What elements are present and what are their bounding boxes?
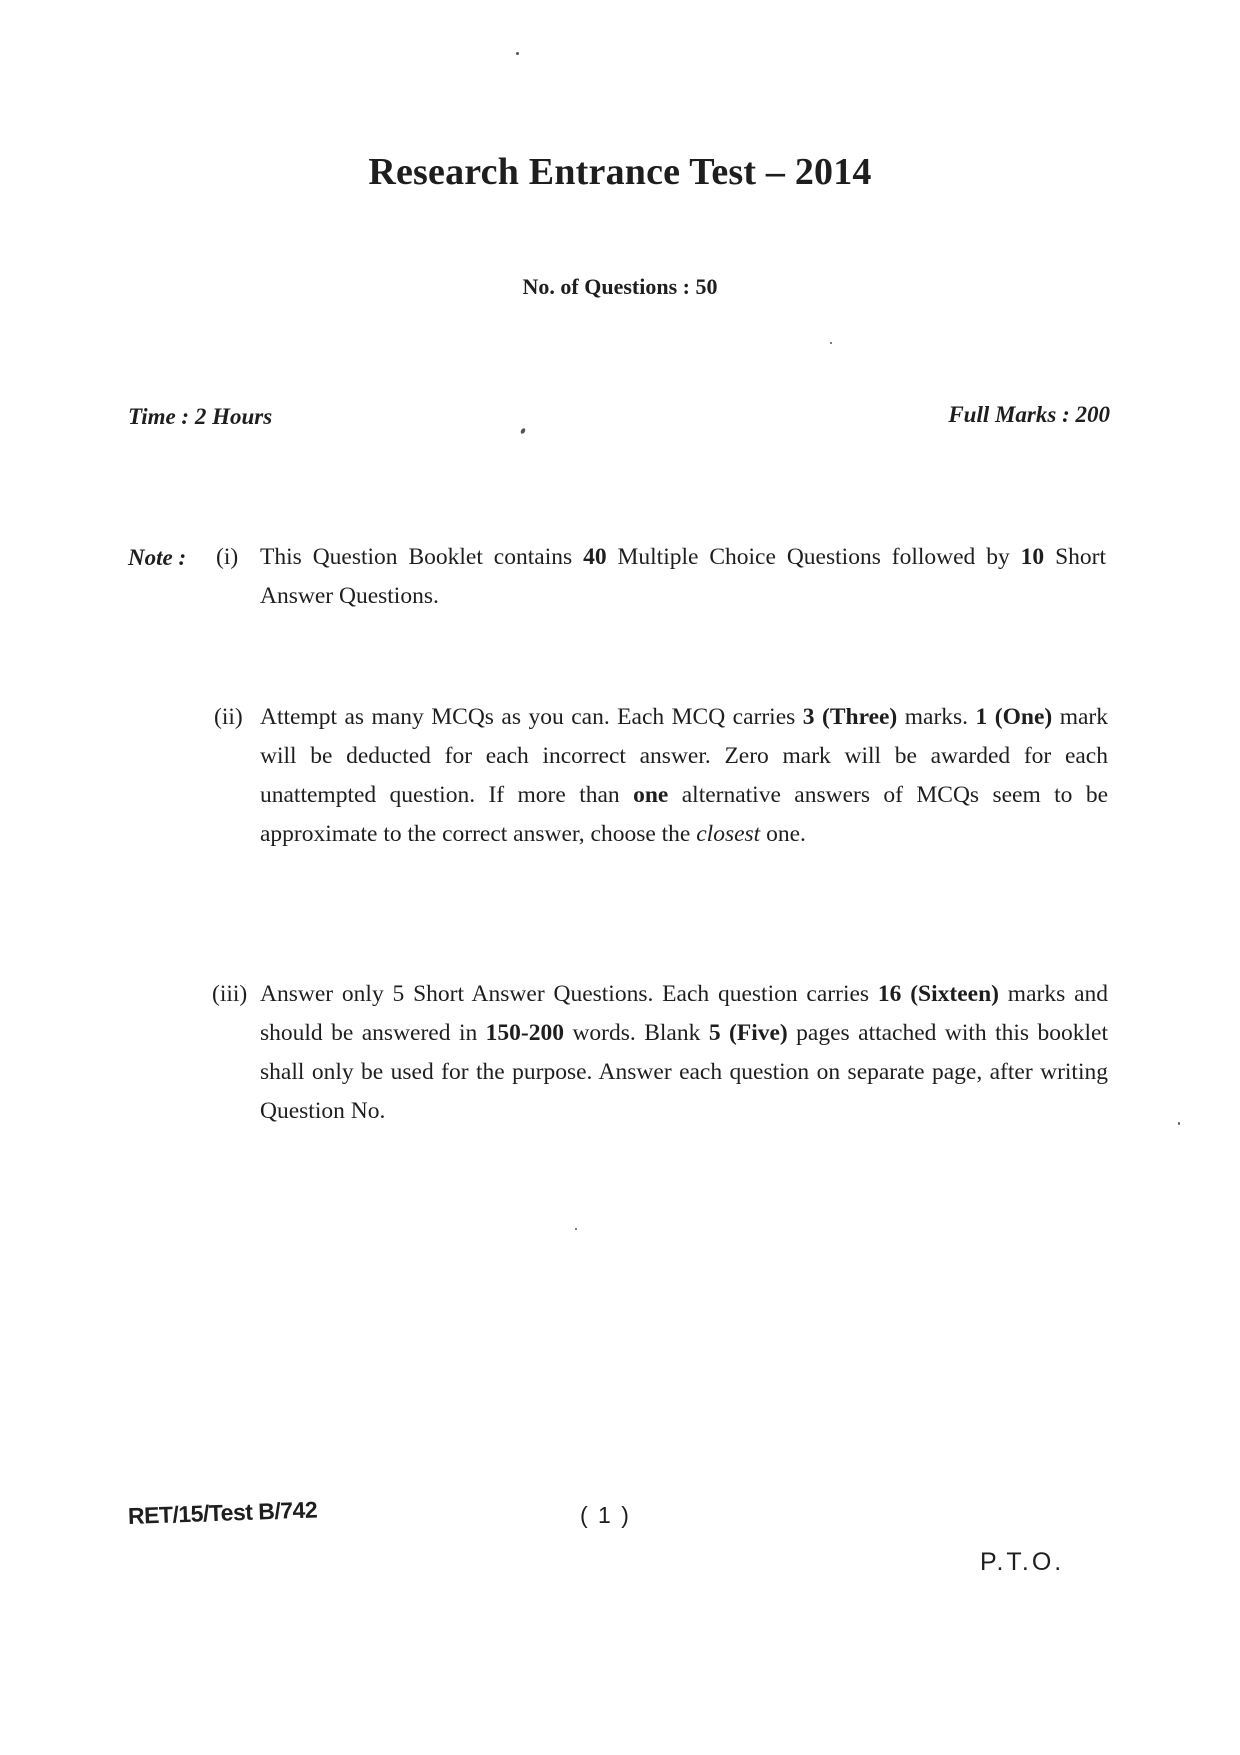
note-item-marker: (ii)	[214, 704, 243, 730]
note-text-run: pages attached with this booklet shall only be used for the purpose. Answer each question on separate page, after writing Question No.	[260, 1020, 1108, 1124]
note-item-marker: (iii)	[212, 981, 248, 1007]
please-turn-over: P.T.O.	[980, 1548, 1065, 1576]
note-text-run: marks and should be answered in	[260, 981, 1108, 1046]
page-number: ( 1 )	[580, 1502, 631, 1528]
note-item-i	[216, 538, 1116, 638]
scan-speck	[575, 1228, 577, 1230]
note-text-run: marks.	[897, 704, 976, 730]
scan-speck	[520, 427, 526, 434]
note-text-run: Answer only 5 Short Answer Questions. Each question carries	[260, 981, 878, 1007]
scan-speck	[516, 52, 519, 55]
note-text-run: words. Blank	[564, 1020, 709, 1046]
note-text-run: 16 (Sixteen)	[877, 981, 999, 1007]
note-text-run: Multiple Choice Questions followed by	[606, 544, 1021, 570]
note-text-run: one	[633, 782, 669, 808]
note-text-run: 10	[1020, 544, 1045, 570]
full-marks: Full Marks : 200	[948, 402, 1110, 427]
note-text-run: This Question Booklet contains	[260, 544, 584, 570]
note-text-run: alternative answers of MCQs seem to be approximate to the correct answer, choose the	[260, 782, 1109, 847]
note-text-run: 3 (Three)	[802, 704, 898, 730]
note-text-run: 150-200	[485, 1020, 564, 1046]
note-text-run: Short Answer Questions.	[260, 544, 1106, 609]
scan-speck	[1178, 1122, 1180, 1125]
note-text-run: 5 (Five)	[708, 1020, 788, 1046]
note-text-run: Attempt as many MCQs as you can. Each MCQ carries	[260, 704, 803, 730]
booklet-code: RET/15/Test B/742	[127, 1496, 318, 1529]
note-text-run: closest	[696, 821, 761, 847]
time-allowed: Time : 2 Hours	[128, 404, 273, 429]
note-label: Note :	[128, 545, 187, 570]
note-text-run: mark will be deducted for each incorrect answer. Zero mark will be awarded for each unattempted question. If more than	[260, 704, 1108, 808]
number-of-questions: No. of Questions : 50	[522, 274, 718, 299]
note-item-iii	[212, 975, 1132, 1135]
note-text-run: 40	[583, 544, 607, 570]
note-item-text	[260, 698, 1108, 854]
note-text-run: 1 (One)	[975, 704, 1053, 730]
note-item-text	[260, 975, 1108, 1131]
note-item-ii	[214, 698, 1124, 898]
note-text-run: one.	[760, 821, 806, 847]
scan-speck	[830, 342, 832, 344]
page-title: Research Entrance Test – 2014	[368, 151, 872, 193]
note-item-marker: (i)	[216, 544, 239, 570]
note-item-text	[260, 538, 1106, 616]
